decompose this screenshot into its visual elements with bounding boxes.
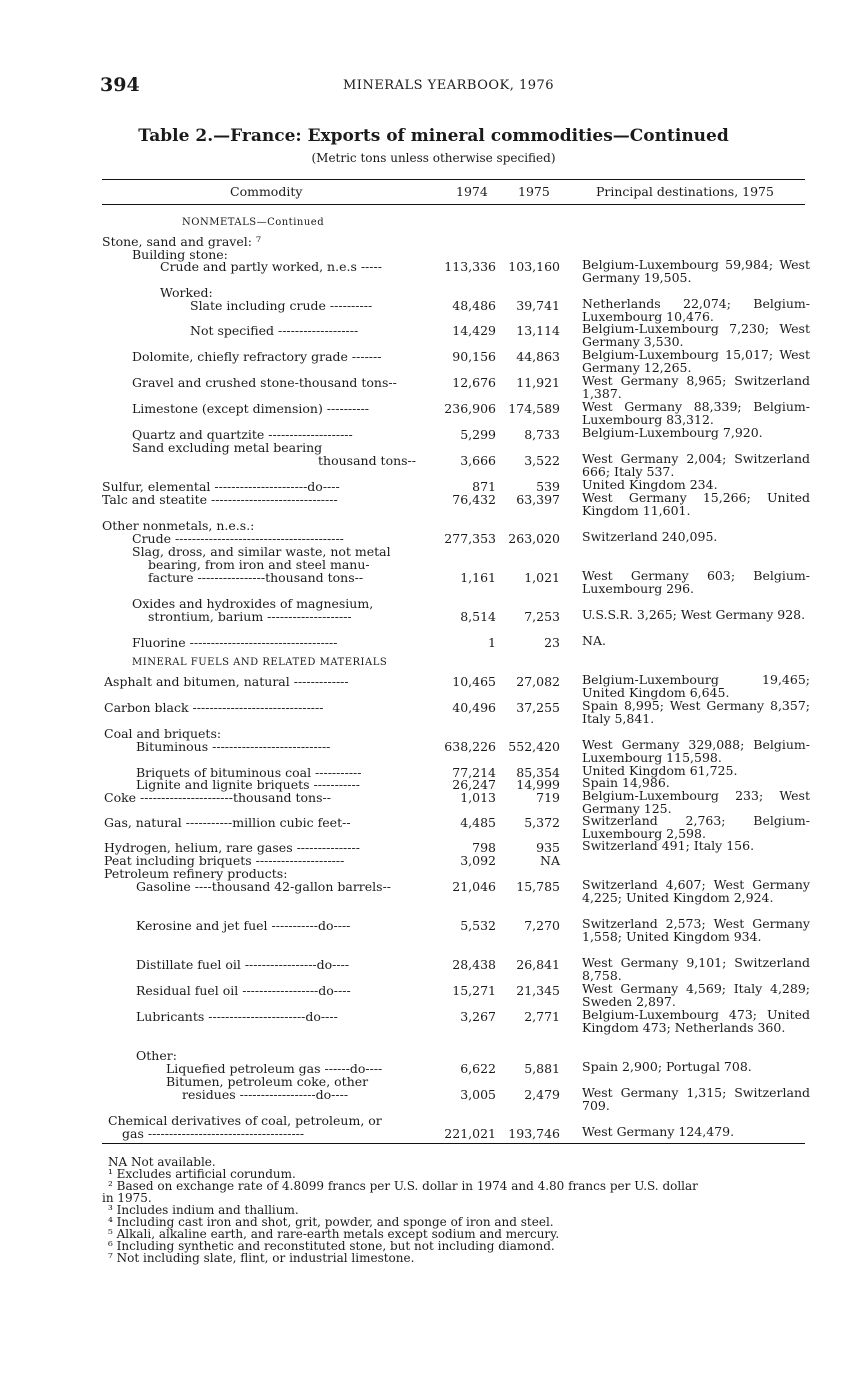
value-1975-cell: 539 bbox=[536, 479, 560, 494]
value-1975-cell: 935 bbox=[536, 840, 560, 855]
value-1975-cell: 37,255 bbox=[516, 700, 560, 715]
commodity-cell: Lignite and lignite briquets ----------- bbox=[136, 777, 360, 792]
value-1975-cell: 719 bbox=[536, 790, 560, 805]
destination-cell: Switzerland 4,607; West Germany 4,225; United Kingdom 2,924. bbox=[582, 877, 810, 905]
commodity-cell: Crude ---------------------------------------- bbox=[132, 531, 344, 546]
commodity-cell: Coal and briquets: bbox=[104, 726, 222, 741]
value-1975-cell: 13,114 bbox=[516, 323, 560, 338]
running-head: MINERALS YEARBOOK, 1976 bbox=[343, 78, 555, 93]
value-1974-cell: 15,271 bbox=[452, 983, 496, 998]
value-1974-cell: 798 bbox=[472, 840, 496, 855]
value-1974-cell: 14,429 bbox=[452, 323, 496, 338]
value-1974-cell: 8,514 bbox=[460, 609, 496, 624]
value-1974-cell: 3,005 bbox=[460, 1087, 496, 1102]
destination-cell: Spain 8,995; West Germany 8,357; Italy 5,841. bbox=[582, 698, 810, 726]
value-1975-cell: 174,589 bbox=[508, 401, 560, 416]
value-1974-cell: 4,485 bbox=[460, 815, 496, 830]
footnote: in 1975. bbox=[102, 1191, 152, 1205]
commodity-cell: Worked: bbox=[160, 285, 213, 300]
value-1975-cell: 63,397 bbox=[516, 492, 560, 507]
value-1974-cell: 48,486 bbox=[452, 298, 496, 313]
commodity-cell: bearing, from iron and steel manu- bbox=[148, 557, 370, 572]
commodity-cell: Slate including crude ---------- bbox=[190, 298, 373, 313]
value-1975-cell: 26,841 bbox=[516, 957, 560, 972]
destination-cell: Netherlands 22,074; Belgium-Luxembourg 10,476. bbox=[582, 296, 810, 324]
destination-cell: Belgium-Luxembourg 59,984; West Germany 19,505. bbox=[582, 257, 810, 285]
commodity-cell: Slag, dross, and similar waste, not metal bbox=[132, 544, 391, 559]
value-1974-cell: 77,214 bbox=[452, 765, 496, 780]
commodity-cell: Peat including briquets --------------------- bbox=[104, 853, 345, 868]
value-1974-cell: 76,432 bbox=[452, 492, 496, 507]
value-1974-cell: 1 bbox=[488, 635, 496, 650]
value-1974-cell: 90,156 bbox=[452, 349, 496, 364]
value-1974-cell: 3,666 bbox=[460, 453, 496, 468]
footnote: ⁶ Including synthetic and reconstituted stone, but not including diamond. bbox=[108, 1239, 555, 1253]
value-1975-cell: 85,354 bbox=[516, 765, 560, 780]
destination-cell: Switzerland 240,095. bbox=[582, 529, 718, 544]
section-heading: MINERAL FUELS AND RELATED MATERIALS bbox=[132, 657, 388, 668]
destination-cell: Switzerland 2,573; West Germany 1,558; United Kingdom 934. bbox=[582, 916, 810, 944]
commodity-cell: Oxides and hydroxides of magnesium, bbox=[132, 596, 374, 611]
value-1974-cell: 28,438 bbox=[452, 957, 496, 972]
destination-cell: West Germany 9,101; Switzerland 8,758. bbox=[582, 955, 810, 983]
commodity-cell: Petroleum refinery products: bbox=[104, 866, 288, 881]
commodity-cell: thousand tons-- bbox=[318, 453, 417, 468]
header-commodity: Commodity bbox=[230, 184, 303, 199]
value-1975-cell: 103,160 bbox=[508, 259, 560, 274]
commodity-cell: Building stone: bbox=[132, 247, 228, 262]
destination-cell: West Germany 8,965; Switzerland 1,387. bbox=[582, 373, 810, 401]
destination-cell: West Germany 4,569; Italy 4,289; Sweden 2,897. bbox=[582, 981, 810, 1009]
commodity-cell: Distillate fuel oil -----------------do---- bbox=[136, 957, 350, 972]
value-1974-cell: 5,299 bbox=[460, 427, 496, 442]
footnote: ⁷ Not including slate, flint, or industrial limestone. bbox=[108, 1251, 415, 1265]
value-1974-cell: 10,465 bbox=[452, 674, 496, 689]
value-1975-cell: 5,372 bbox=[524, 815, 560, 830]
value-1975-cell: 23 bbox=[544, 635, 560, 650]
header-1975: 1975 bbox=[518, 184, 550, 199]
header-top-rule bbox=[102, 179, 805, 180]
commodity-cell: Sand excluding metal bearing bbox=[132, 440, 323, 455]
commodity-cell: Gas, natural -----------million cubic feet-- bbox=[104, 815, 351, 830]
value-1974-cell: 1,161 bbox=[460, 570, 496, 585]
value-1975-cell: 7,270 bbox=[524, 918, 560, 933]
value-1975-cell: 3,522 bbox=[524, 453, 560, 468]
value-1975-cell: 193,746 bbox=[508, 1126, 560, 1141]
value-1974-cell: 6,622 bbox=[460, 1061, 496, 1076]
footnote: ¹ Excludes artificial corundum. bbox=[108, 1167, 296, 1181]
commodity-cell: Limestone (except dimension) ---------- bbox=[132, 401, 370, 416]
destination-cell: Spain 14,986. bbox=[582, 775, 670, 790]
destination-cell: West Germany 603; Belgium-Luxembourg 296. bbox=[582, 568, 810, 596]
value-1975-cell: 5,881 bbox=[524, 1061, 560, 1076]
destination-cell: West Germany 88,339; Belgium-Luxembourg 83,312. bbox=[582, 399, 810, 427]
destination-cell: Spain 2,900; Portugal 708. bbox=[582, 1059, 752, 1074]
commodity-cell: Gravel and crushed stone-thousand tons-- bbox=[132, 375, 397, 390]
value-1975-cell: 11,921 bbox=[516, 375, 560, 390]
commodity-cell: Lubricants -----------------------do---- bbox=[136, 1009, 338, 1024]
commodity-cell: Stone, sand and gravel: ⁷ bbox=[102, 234, 261, 249]
commodity-cell: Hydrogen, helium, rare gases --------------- bbox=[104, 840, 360, 855]
value-1974-cell: 3,267 bbox=[460, 1009, 496, 1024]
value-1974-cell: 12,676 bbox=[452, 375, 496, 390]
value-1975-cell: 1,021 bbox=[524, 570, 560, 585]
commodity-cell: Residual fuel oil ------------------do---- bbox=[136, 983, 351, 998]
commodity-cell: Asphalt and bitumen, natural ------------- bbox=[104, 674, 349, 689]
destination-cell: West Germany 15,266; United Kingdom 11,601. bbox=[582, 490, 810, 518]
commodity-cell: Briquets of bituminous coal ----------- bbox=[136, 765, 362, 780]
destination-cell: Belgium-Luxembourg 233; West Germany 125. bbox=[582, 788, 810, 816]
value-1974-cell: 5,532 bbox=[460, 918, 496, 933]
value-1974-cell: 21,046 bbox=[452, 879, 496, 894]
commodity-cell: Liquefied petroleum gas ------do---- bbox=[166, 1061, 383, 1076]
value-1974-cell: 40,496 bbox=[452, 700, 496, 715]
table-bottom-rule bbox=[102, 1143, 805, 1144]
value-1974-cell: 277,353 bbox=[444, 531, 496, 546]
commodity-cell: Not specified ------------------- bbox=[190, 323, 359, 338]
value-1975-cell: 14,999 bbox=[516, 777, 560, 792]
value-1975-cell: NA bbox=[540, 853, 560, 868]
destination-cell: Belgium-Luxembourg 7,230; West Germany 3,530. bbox=[582, 321, 810, 349]
destination-cell: NA. bbox=[582, 633, 606, 648]
destination-cell: Belgium-Luxembourg 7,920. bbox=[582, 425, 763, 440]
value-1975-cell: 552,420 bbox=[508, 739, 560, 754]
value-1975-cell: 44,863 bbox=[516, 349, 560, 364]
commodity-cell: Quartz and quartzite -------------------- bbox=[132, 427, 353, 442]
header-1974: 1974 bbox=[456, 184, 488, 199]
value-1974-cell: 871 bbox=[472, 479, 496, 494]
commodity-cell: Coke ----------------------thousand tons-- bbox=[104, 790, 331, 805]
destination-cell: Switzerland 2,763; Belgium-Luxembourg 2,598. bbox=[582, 813, 810, 841]
footnote: ² Based on exchange rate of 4.8099 francs per U.S. dollar in 1974 and 4.80 francs per U.S. dollar bbox=[108, 1179, 698, 1193]
commodity-cell: Bituminous ---------------------------- bbox=[136, 739, 331, 754]
commodity-cell: strontium, barium -------------------- bbox=[148, 609, 352, 624]
value-1974-cell: 1,013 bbox=[460, 790, 496, 805]
footnote: ⁵ Alkali, alkaline earth, and rare-earth metals except sodium and mercury. bbox=[108, 1227, 560, 1241]
destination-cell: Belgium-Luxembourg 473; United Kingdom 473; Netherlands 360. bbox=[582, 1007, 810, 1035]
commodity-cell: Fluorine ----------------------------------- bbox=[132, 635, 338, 650]
commodity-cell: Bitumen, petroleum coke, other bbox=[166, 1074, 369, 1089]
commodity-cell: Gasoline ----thousand 42-gallon barrels-- bbox=[136, 879, 392, 894]
commodity-cell: Other nonmetals, n.e.s.: bbox=[102, 518, 255, 533]
value-1975-cell: 21,345 bbox=[516, 983, 560, 998]
table-title: Table 2.—France: Exports of mineral commodities—Continued bbox=[138, 126, 729, 146]
destination-cell: U.S.S.R. 3,265; West Germany 928. bbox=[582, 607, 806, 622]
commodity-cell: Dolomite, chiefly refractory grade ------- bbox=[132, 349, 382, 364]
header-bottom-rule bbox=[102, 204, 805, 205]
destination-cell: West Germany 124,479. bbox=[582, 1124, 735, 1139]
destination-cell: West Germany 1,315; Switzerland 709. bbox=[582, 1085, 810, 1113]
value-1975-cell: 39,741 bbox=[516, 298, 560, 313]
value-1975-cell: 263,020 bbox=[508, 531, 560, 546]
destination-cell: Belgium-Luxembourg 19,465; United Kingdom 6,645. bbox=[582, 672, 810, 700]
footnote: ³ Includes indium and thallium. bbox=[108, 1203, 299, 1217]
value-1974-cell: 26,247 bbox=[452, 777, 496, 792]
section-heading: NONMETALS—Continued bbox=[182, 217, 325, 228]
commodity-cell: Talc and steatite ------------------------------ bbox=[102, 492, 338, 507]
commodity-cell: Crude and partly worked, n.e.s ----- bbox=[160, 259, 382, 274]
commodity-cell: residues ------------------do---- bbox=[182, 1087, 349, 1102]
value-1975-cell: 27,082 bbox=[516, 674, 560, 689]
commodity-cell: gas ------------------------------------- bbox=[122, 1126, 305, 1141]
commodity-cell: facture ----------------thousand tons-- bbox=[148, 570, 364, 585]
value-1975-cell: 2,771 bbox=[524, 1009, 560, 1024]
commodity-cell: Carbon black ------------------------------- bbox=[104, 700, 324, 715]
destination-cell: Switzerland 491; Italy 156. bbox=[582, 838, 755, 853]
footnote: NA Not available. bbox=[108, 1155, 216, 1169]
value-1975-cell: 15,785 bbox=[516, 879, 560, 894]
value-1974-cell: 113,336 bbox=[444, 259, 496, 274]
value-1975-cell: 8,733 bbox=[524, 427, 560, 442]
table-subtitle: (Metric tons unless otherwise specified) bbox=[311, 151, 556, 165]
destination-cell: West Germany 329,088; Belgium-Luxembourg 115,598. bbox=[582, 737, 810, 765]
value-1974-cell: 236,906 bbox=[444, 401, 496, 416]
destination-cell: Belgium-Luxembourg 15,017; West Germany 12,265. bbox=[582, 347, 810, 375]
destination-cell: West Germany 2,004; Switzerland 666; Italy 537. bbox=[582, 451, 810, 479]
destination-cell: United Kingdom 234. bbox=[582, 477, 718, 492]
footnote: ⁴ Including cast iron and shot, grit, powder, and sponge of iron and steel. bbox=[108, 1215, 554, 1229]
value-1974-cell: 3,092 bbox=[460, 853, 496, 868]
value-1974-cell: 221,021 bbox=[444, 1126, 496, 1141]
value-1974-cell: 638,226 bbox=[444, 739, 496, 754]
page-number: 394 bbox=[100, 74, 140, 96]
commodity-cell: Other: bbox=[136, 1048, 177, 1063]
commodity-cell: Sulfur, elemental ----------------------do---- bbox=[102, 479, 340, 494]
commodity-cell: Chemical derivatives of coal, petroleum, or bbox=[108, 1113, 382, 1128]
header-destinations: Principal destinations, 1975 bbox=[596, 184, 774, 199]
value-1975-cell: 7,253 bbox=[524, 609, 560, 624]
commodity-cell: Kerosine and jet fuel -----------do---- bbox=[136, 918, 351, 933]
destination-cell: United Kingdom 61,725. bbox=[582, 763, 738, 778]
value-1975-cell: 2,479 bbox=[524, 1087, 560, 1102]
